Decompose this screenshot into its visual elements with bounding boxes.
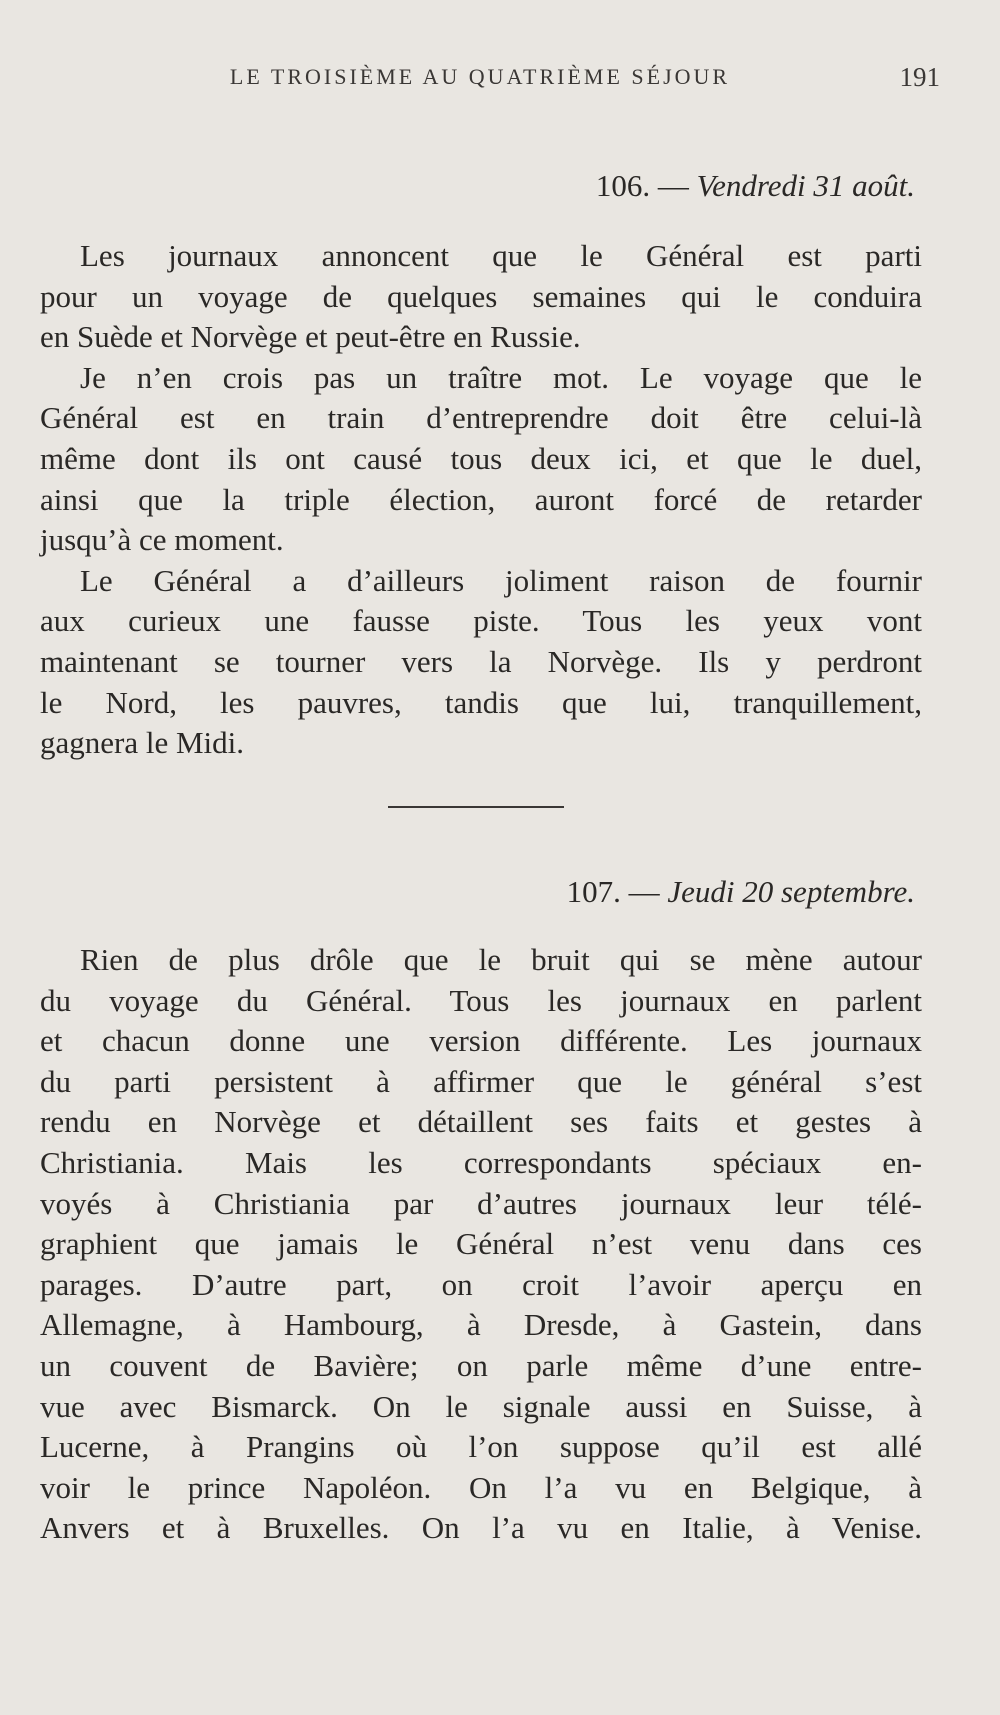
text-line: jusqu’à ce moment. <box>40 522 284 558</box>
text-line: même dont ils ont causé tous deux ici, et que le duel, <box>40 440 922 476</box>
text-line: Rien de plus drôle que le bruit qui se mène autour <box>80 942 922 977</box>
entry-106-heading <box>596 168 915 204</box>
running-head: LE TROISIÈME AU QUATRIÈME SÉJOUR <box>229 64 731 89</box>
text-line: rendu en Norvège et détaillent ses faits et gestes à <box>40 1104 922 1140</box>
entry-107-text <box>40 940 922 1549</box>
text-line: Christiania. Mais les correspondants spéciaux en- <box>40 1144 922 1180</box>
text-line: Les journaux annoncent que le Général est parti <box>80 238 922 273</box>
text-line: vue avec Bismarck. On le signale aussi en Suisse, à <box>40 1388 922 1424</box>
section-separator <box>388 806 564 808</box>
text-line: un couvent de Bavière; on parle même d’une entre- <box>40 1347 922 1383</box>
text-line: Je n’en crois pas un traître mot. Le voyage que le <box>80 359 922 395</box>
entry-date: Jeudi 20 septembre. <box>667 874 915 909</box>
text-line: maintenant se tourner vers la Norvège. Ils y perdront <box>40 643 922 679</box>
text-line: Allemagne, à Hambourg, à Dresde, à Gastein, dans <box>40 1307 922 1343</box>
page-number: 191 <box>899 62 940 92</box>
text-line: le Nord, les pauvres, tandis que lui, tranquillement, <box>40 684 922 720</box>
entry-106-text <box>40 236 922 764</box>
text-line: en Suède et Norvège et peut-être en Russie. <box>40 319 581 355</box>
text-line: du voyage du Général. Tous les journaux en parlent <box>40 982 922 1018</box>
text-line: aux curieux une fausse piste. Tous les yeux vont <box>40 603 922 639</box>
text-line: ainsi que la triple élection, auront forcé de retarder <box>40 481 922 517</box>
entry-107-heading <box>567 874 915 910</box>
text-line: pour un voyage de quelques semaines qui le conduira <box>40 278 922 314</box>
text-line: Général est en train d’entreprendre doit être celui-là <box>40 400 922 436</box>
text-line: et chacun donne une version différente. Les journaux <box>40 1023 922 1059</box>
text-line: parages. D’autre part, on croit l’avoir aperçu en <box>40 1266 922 1302</box>
entry-date: Vendredi 31 août. <box>696 168 915 203</box>
text-line: Le Général a d’ailleurs joliment raison de fournir <box>80 562 922 598</box>
text-line: Lucerne, à Prangins où l’on suppose qu’il est allé <box>40 1429 922 1465</box>
text-line: voyés à Christiania par d’autres journaux leur télé- <box>40 1185 922 1221</box>
text-line: Anvers et à Bruxelles. On l’a vu en Italie, à Venise. <box>40 1510 922 1546</box>
text-line: graphient que jamais le Général n’est venu dans ces <box>40 1226 922 1262</box>
entry-number: 107. — <box>566 874 660 909</box>
entry-number: 106. — <box>595 168 689 203</box>
text-line: voir le prince Napoléon. On l’a vu en Belgique, à <box>40 1469 922 1505</box>
text-line: gagnera le Midi. <box>40 725 245 761</box>
text-line: du parti persistent à affirmer que le général s’est <box>40 1063 922 1099</box>
